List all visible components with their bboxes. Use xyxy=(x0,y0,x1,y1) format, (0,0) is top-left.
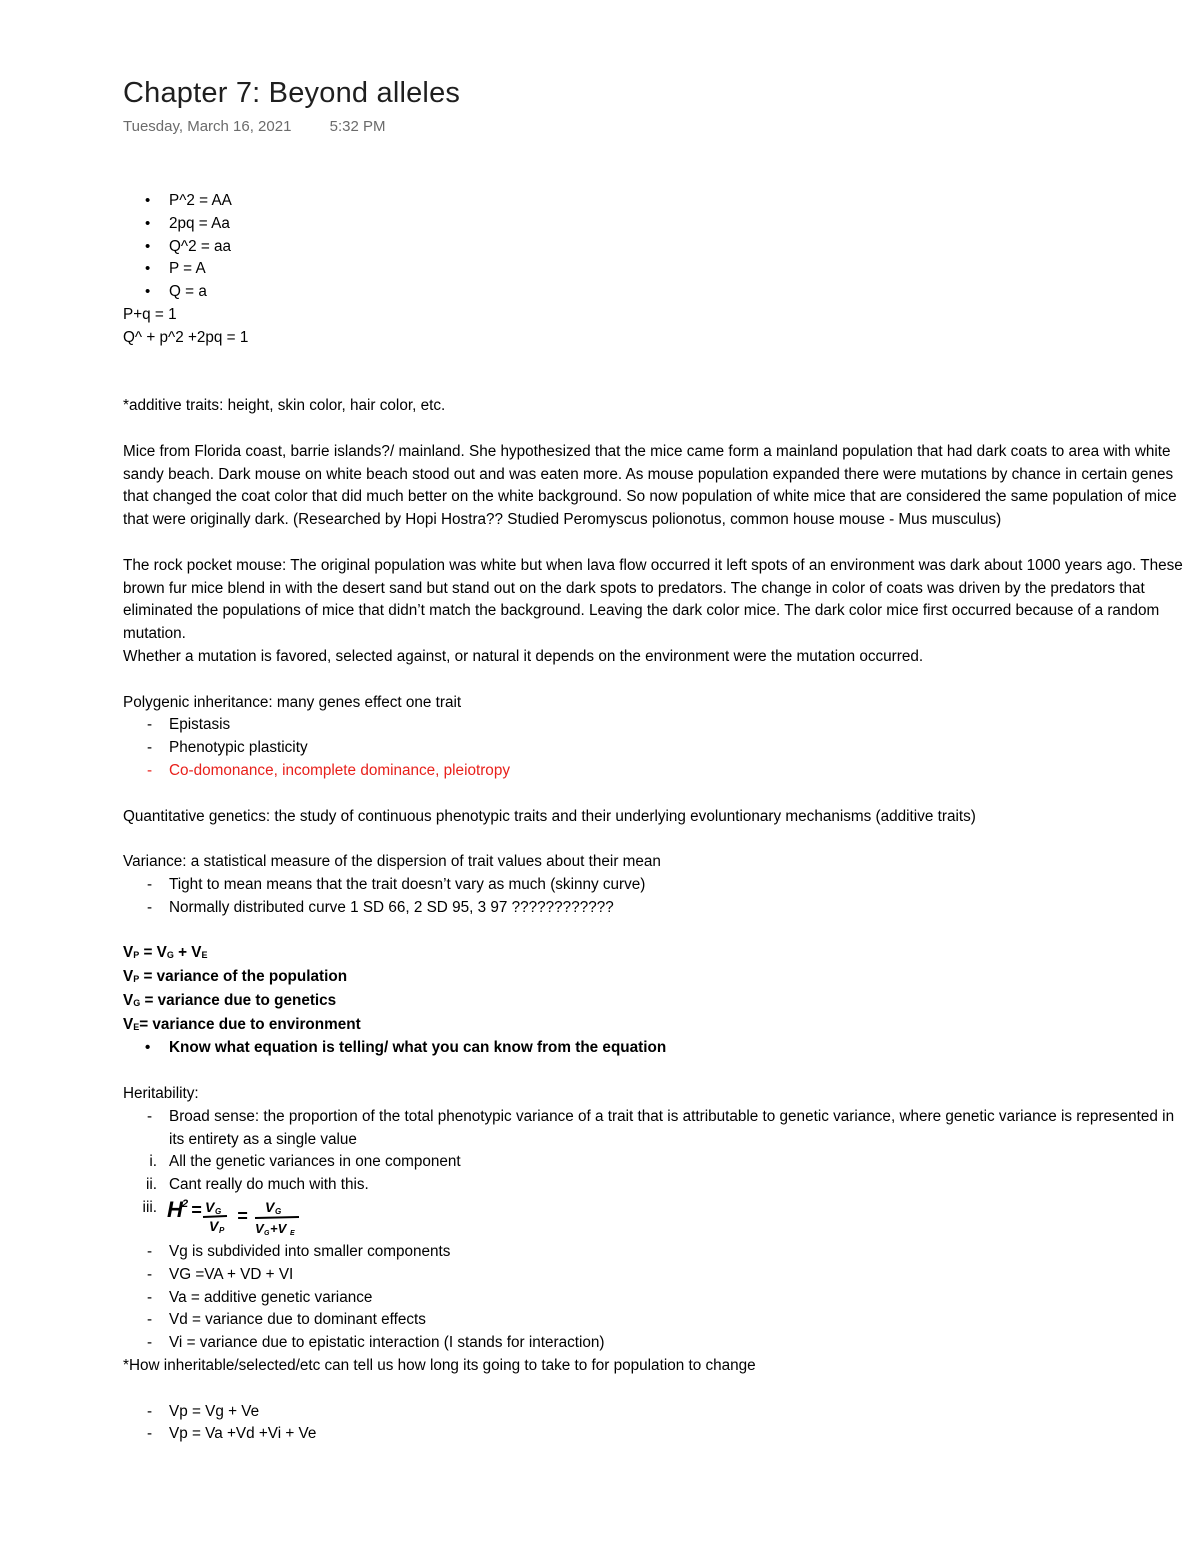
svg-text:=: = xyxy=(237,1206,248,1227)
variance-list xyxy=(123,874,1193,920)
list-item: - Epistasis xyxy=(123,714,1193,737)
svg-text:V: V xyxy=(209,1218,219,1235)
list-item: - Vg is subdivided into smaller components xyxy=(123,1241,1193,1264)
hw-bullet-list xyxy=(123,190,1193,304)
svg-text:G: G xyxy=(215,1207,222,1217)
additive-traits-note: *additive traits: height, skin color, hair color, etc. xyxy=(123,397,446,415)
rock-mouse-paragraph: The rock pocket mouse: The original population was white but when lava flow occurred it left spots of an environment was dark about 1000 years ago. These brown fur mice blend in with the desert sand but stand out on the dark spots to predators. The change in color of coats was driven by the predators that eliminated the populations of mice that didn’t match the background. Leaving the dark color mice. The dark color mice first occurred because of a random mutation. xyxy=(123,556,1183,643)
ve-definition: $V_E=$ variance due to environment xyxy=(123,1015,361,1033)
list-item: • Q^2 = aa xyxy=(123,236,1193,259)
heritability-heading: Heritability: xyxy=(123,1085,199,1103)
list-item: • 2pq = Aa xyxy=(123,213,1193,236)
svg-text:G: G xyxy=(275,1207,282,1217)
vg-components-list xyxy=(123,1241,1193,1355)
svg-text:E: E xyxy=(290,1230,295,1238)
page-meta xyxy=(123,118,1193,138)
mice-paragraph: Mice from Florida coast, barrie islands?/ mainland. She hypothesized that the mice came form a mainland population that had dark coats to area with white sandy beach. Dark mouse on white beach stood out and was eaten more. As mouse population expanded there were mutations by chance in certain genes that changed the coat color that did much better on the white background. So now population of white mice that are considered the same population of mice that were originally dark. (Researched by Hopi Hostra?? Studied Peromyscus polionotus, common house mouse - Mus musculus) xyxy=(123,442,1177,529)
svg-text:2: 2 xyxy=(182,1198,189,1211)
list-item: i. All the genetic variances in one component xyxy=(149,1153,461,1171)
polygenic-list xyxy=(123,714,1193,782)
list-item: - Broad sense: the proportion of the total phenotypic variance of a trait that is attributable to genetic variance, where genetic variance is represented in its entirety as a single value xyxy=(123,1106,1193,1152)
note-body xyxy=(123,190,1193,1446)
polygenic-heading: Polygenic inheritance: many genes effect one trait xyxy=(123,693,462,711)
svg-text:+V: +V xyxy=(270,1221,287,1237)
page-time: 5:32 PM xyxy=(329,118,386,135)
equation-line: P+q = 1 xyxy=(123,305,177,323)
list-item: • Know what equation is telling/ what you can know from the equation xyxy=(123,1037,1193,1060)
variance-heading: Variance: a statistical measure of the dispersion of trait values about their mean xyxy=(123,853,661,871)
list-item: - Vd = variance due to dominant effects xyxy=(123,1309,1193,1332)
list-item: - Vi = variance due to epistatic interaction (I stands for interaction) xyxy=(123,1332,1193,1355)
list-item: - Phenotypic plasticity xyxy=(123,737,1193,760)
svg-text:P: P xyxy=(219,1226,225,1236)
list-item: iii. H 2 = V G V P = V G V G +V E xyxy=(123,1197,1193,1241)
list-item: - Vp = Va +Vd +Vi + Ve xyxy=(123,1423,1193,1446)
list-item: ii. Cant really do much with this. xyxy=(145,1176,369,1194)
inheritable-note: *How inheritable/selected/etc can tell us how long its going to take to for population to change xyxy=(123,1357,756,1375)
svg-text:V: V xyxy=(255,1221,264,1237)
list-item: - Normally distributed curve 1 SD 66, 2 SD 95, 3 97 ???????????? xyxy=(123,897,1193,920)
quantitative-genetics: Quantitative genetics: the study of continuous phenotypic traits and their underlying evoluntionary mechanisms (additive traits) xyxy=(123,807,976,825)
heritability-list xyxy=(123,1106,1193,1152)
mutation-line: Whether a mutation is favored, selected against, or natural it depends on the environment were the mutation occurred. xyxy=(123,647,924,665)
svg-text:H: H xyxy=(167,1197,183,1223)
roman-list xyxy=(123,1151,1193,1241)
list-item-red: - Co-domonance, incomplete dominance, pleiotropy xyxy=(123,760,1193,783)
vg-definition: $V_G$ = variance due to genetics xyxy=(123,991,337,1009)
equation-line: Q^ + p^2 +2pq = 1 xyxy=(123,328,249,346)
page-title: Chapter 7: Beyond alleles xyxy=(123,77,461,109)
variance-equation: $V_P = V_G + V_E$ xyxy=(123,944,208,962)
final-equations-list xyxy=(123,1401,1193,1447)
note-page xyxy=(123,74,1193,1446)
page-date: Tuesday, March 16, 2021 xyxy=(123,118,292,135)
svg-text:V: V xyxy=(205,1199,215,1216)
svg-text:=: = xyxy=(191,1200,202,1221)
svg-text:G: G xyxy=(264,1230,270,1238)
svg-text:V: V xyxy=(265,1199,275,1216)
list-item: - Tight to mean means that the trait doesn’t vary as much (skinny curve) xyxy=(123,874,1193,897)
list-item: • Q = a xyxy=(123,281,1193,304)
list-item: - Va = additive genetic variance xyxy=(123,1287,1193,1310)
list-item: • P^2 = AA xyxy=(123,190,1193,213)
list-item: • P = A xyxy=(123,258,1193,281)
vp-definition: $V_P$ = variance of the population xyxy=(123,968,348,986)
handwritten-heritability-formula xyxy=(165,1195,325,1239)
list-item: - Vp = Vg + Ve xyxy=(123,1401,1193,1424)
list-item: - VG =VA + VD + VI xyxy=(123,1264,1193,1287)
equation-bullet-list xyxy=(123,1037,1193,1060)
